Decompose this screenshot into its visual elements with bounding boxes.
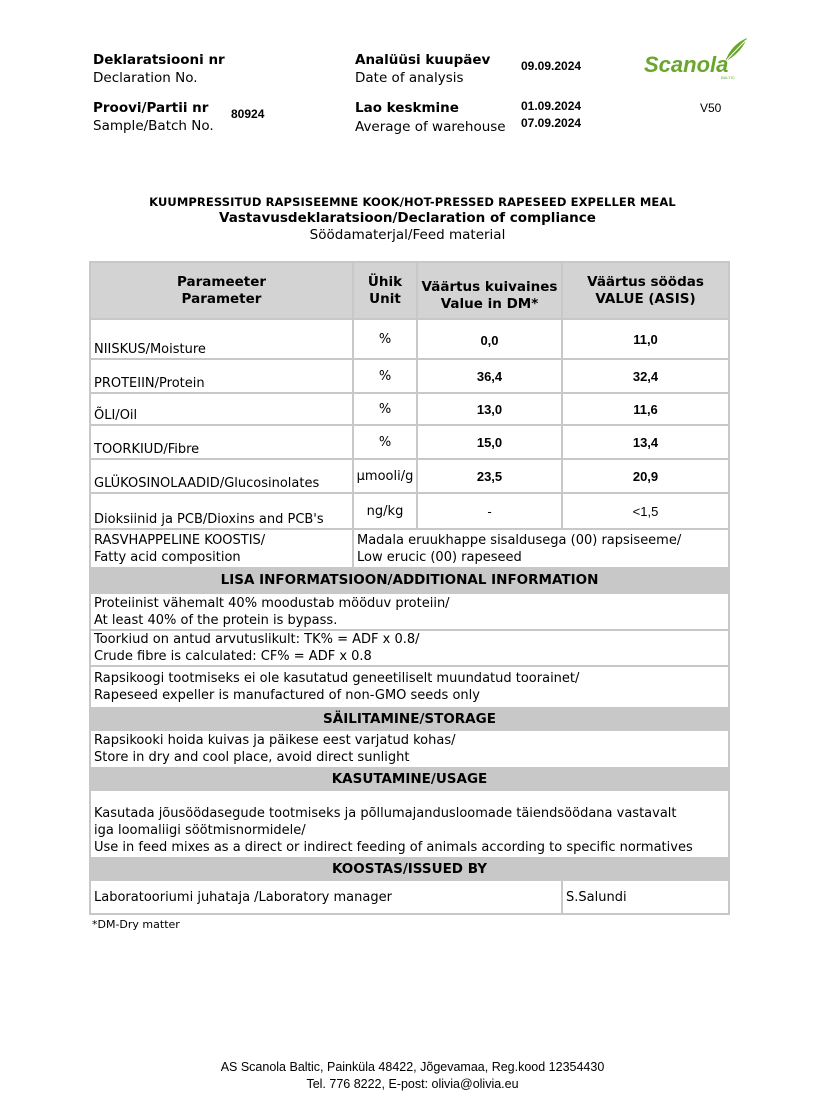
table-row [90, 393, 729, 425]
usage-line: Use in feed mixes as a direct or indirect feeding of animals according to specific normatives [94, 840, 693, 855]
additional-info-cell [90, 666, 729, 708]
analysis-date-label-et: Analüüsi kuupäev [355, 52, 491, 68]
header-value-asis-et: Väärtus söödas [587, 273, 704, 290]
issued-header-row [90, 858, 729, 880]
additional-info-row [90, 593, 729, 630]
issued-row [90, 880, 729, 914]
usage-title: KASUTAMINE/USAGE [90, 768, 729, 790]
additional-info-line: Proteiinist vähemalt 40% moodustab mööduv proteiin/ [94, 595, 450, 611]
dm-value-cell: 13,0 [417, 393, 562, 425]
additional-info-line: Rapsikoogi tootmiseks ei ole kasutatud geneetiliselt muundatud toorainet/ [94, 671, 580, 686]
analysis-date-label-en: Date of analysis [355, 70, 464, 86]
additional-info-line: Crude fibre is calculated: CF% = ADF x 0.8 [94, 649, 372, 664]
header-unit-en: Unit [369, 290, 401, 307]
additional-info-header-row [90, 568, 729, 593]
storage-line: Rapsikooki hoida kuivas ja päikese eest varjatud kohas/ [94, 733, 456, 748]
header-value-dm-en: Value in DM* [440, 295, 539, 312]
header-parameter [90, 262, 353, 319]
footer-address: AS Scanola Baltic, Painküla 48422, Jõgevamaa, Reg.kood 12354430 [220, 1060, 605, 1074]
analysis-date-value: 09.09.2024 [521, 59, 582, 73]
dm-value-cell: 36,4 [417, 359, 562, 393]
additional-info-row [90, 666, 729, 708]
warehouse-label-en: Average of warehouse [355, 119, 506, 135]
footnote: *DM-Dry matter [92, 918, 180, 931]
storage-line: Store in dry and cool place, avoid direct sunlight [94, 750, 410, 765]
warehouse-from-date: 01.09.2024 [521, 99, 582, 113]
issued-title: KOOSTAS/ISSUED BY [90, 858, 729, 880]
header-value-dm-et: Väärtus kuivaines [421, 278, 558, 295]
declaration-no-label-et: Deklaratsiooni nr [93, 52, 225, 68]
compliance-table [89, 261, 730, 915]
additional-info-line: At least 40% of the protein is bypass. [94, 612, 338, 628]
sample-no-label-et: Proovi/Partii nr [93, 100, 209, 116]
unit-cell: % [353, 359, 417, 393]
param-cell: Dioksiinid ja PCB/Dioxins and PCB's [90, 493, 353, 529]
dm-value-cell: 0,0 [417, 319, 562, 359]
additional-info-cell [90, 630, 729, 666]
storage-title: SÄILITAMINE/STORAGE [90, 708, 729, 730]
header-unit [353, 262, 417, 319]
issued-role: Laboratooriumi juhataja /Laboratory manager [90, 880, 562, 914]
table-row [90, 359, 729, 393]
unit-cell: µmooli/g [353, 459, 417, 493]
sample-no-label-en: Sample/Batch No. [93, 118, 214, 134]
header-parameter-et: Parameeter [176, 273, 267, 290]
material-subtitle: Söödamaterjal/Feed material [309, 227, 506, 243]
warehouse-to-date: 07.09.2024 [521, 116, 582, 130]
scanola-logo [643, 36, 753, 82]
asis-value-cell: 32,4 [562, 359, 729, 393]
header-value-asis [562, 262, 729, 319]
additional-info-cell [90, 593, 729, 630]
version-label: V50 [700, 101, 722, 115]
table-row [90, 319, 729, 359]
param-cell: GLÜKOSINOLAADID/Glucosinolates [90, 459, 353, 493]
fatty-acid-value [353, 529, 729, 568]
usage-header-row [90, 768, 729, 790]
storage-header-row [90, 708, 729, 730]
fatty-acid-label-en: Fatty acid composition [94, 549, 241, 565]
issued-name: S.Salundi [562, 880, 729, 914]
usage-line: Kasutada jõusöödasegude tootmiseks ja põllumajandusloomade täiendsöödana vastavalt [94, 806, 677, 821]
table-row [90, 493, 729, 529]
asis-value-cell: 11,0 [562, 319, 729, 359]
usage-row [90, 790, 729, 858]
dm-value-cell: 15,0 [417, 425, 562, 459]
unit-cell: % [353, 425, 417, 459]
usage-line: iga loomaliigi söötmisnormidele/ [94, 823, 306, 838]
product-title: KUUMPRESSITUD RAPSISEEMNE KOOK/HOT-PRESSED RAPESEED EXPELLER MEAL [149, 195, 676, 209]
declaration-title: Vastavusdeklaratsioon/Declaration of compliance [219, 210, 596, 226]
header-value-dm [417, 262, 562, 319]
unit-cell: % [353, 319, 417, 359]
fatty-acid-label [90, 529, 353, 568]
declaration-no-label-en: Declaration No. [93, 70, 198, 86]
dm-value-cell: 23,5 [417, 459, 562, 493]
logo-text: Scanola [644, 52, 729, 77]
asis-value-cell: 20,9 [562, 459, 729, 493]
dm-value-cell: - [417, 493, 562, 529]
additional-info-row [90, 630, 729, 666]
warehouse-label-et: Lao keskmine [355, 100, 459, 116]
param-cell: NIISKUS/Moisture [90, 319, 353, 359]
fatty-acid-label-et: RASVHAPPELINE KOOSTIS/ [94, 532, 266, 548]
additional-info-line: Toorkiud on antud arvutuslikult: TK% = ADF x 0.8/ [94, 632, 420, 647]
asis-value-cell: <1,5 [562, 493, 729, 529]
header-parameter-en: Parameter [181, 290, 262, 307]
fatty-acid-row [90, 529, 729, 568]
asis-value-cell: 13,4 [562, 425, 729, 459]
storage-cell [90, 730, 729, 768]
additional-info-line: Rapeseed expeller is manufactured of non-GMO seeds only [94, 688, 480, 703]
fatty-acid-value-en: Low erucic (00) rapeseed [357, 549, 522, 565]
table-header-row [90, 262, 729, 319]
storage-row [90, 730, 729, 768]
param-cell: ÕLI/Oil [90, 393, 353, 425]
table-row [90, 459, 729, 493]
param-cell: TOORKIUD/Fibre [90, 425, 353, 459]
logo-tagline: BALTIC [721, 75, 735, 80]
sample-no-value: 80924 [231, 107, 265, 121]
fatty-acid-value-et: Madala eruukhappe sisaldusega (00) rapsiseeme/ [357, 532, 682, 548]
unit-cell: ng/kg [353, 493, 417, 529]
param-cell: PROTEIIN/Protein [90, 359, 353, 393]
asis-value-cell: 11,6 [562, 393, 729, 425]
table-row [90, 425, 729, 459]
footer-contact: Tel. 776 8222, E-post: olivia@olivia.eu [306, 1077, 519, 1091]
usage-cell [90, 790, 729, 858]
unit-cell: % [353, 393, 417, 425]
header-unit-et: Ühik [367, 273, 403, 290]
additional-info-title: LISA INFORMATSIOON/ADDITIONAL INFORMATION [90, 568, 729, 593]
header-value-asis-en: VALUE (ASIS) [595, 290, 696, 307]
